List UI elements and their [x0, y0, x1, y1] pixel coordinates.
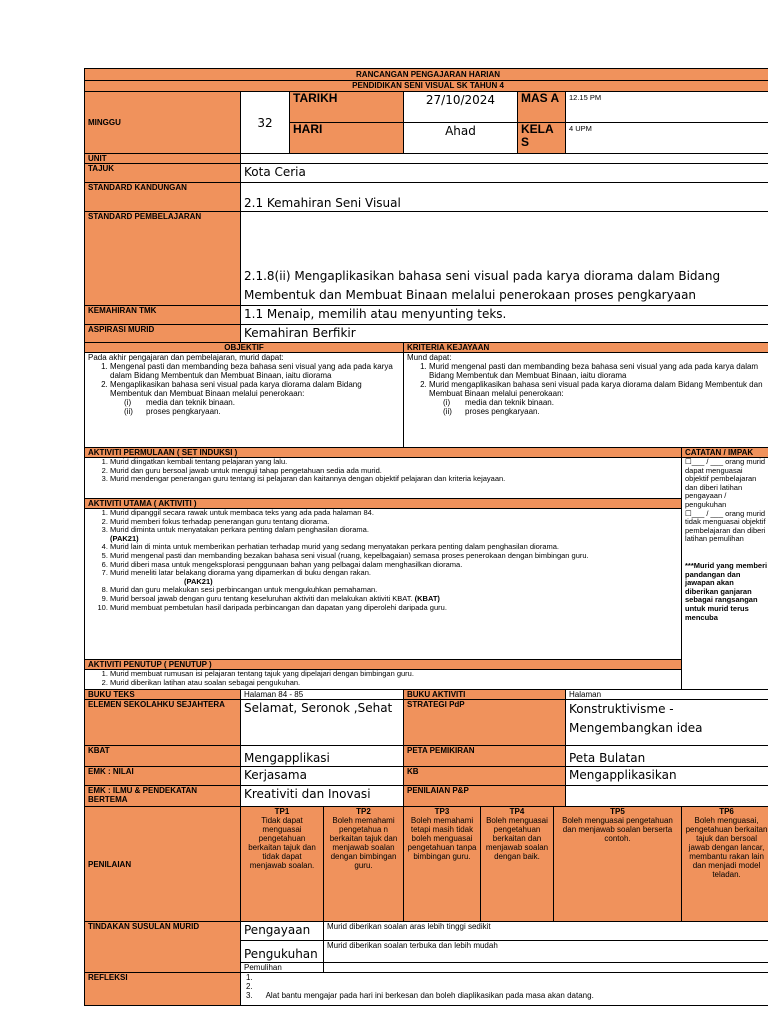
kriteria-sub-2: (ii) proses pengkaryaan.: [443, 407, 540, 416]
kriteria-intro: Mund dapat:: [407, 353, 452, 362]
minggu-value: 32: [241, 92, 290, 154]
tp1-cell: TP1 Tidak dapat menguasai pengetahuan berkaitan tajuk dan tidak dapat menjawab soalan.: [241, 807, 324, 922]
utama-content: [85, 509, 682, 660]
tmk-label: KEMAHIRAN TMK: [85, 306, 241, 325]
pengukuhan-label: Pengukuhan: [241, 941, 324, 963]
buku-aktiviti-value: Halaman: [566, 690, 768, 700]
refleksi-label: REFLEKSI: [85, 973, 241, 1006]
emk-ilmu-label: EMK : ILMU & PENDEKATAN BERTEMA: [85, 786, 241, 807]
hari-label: HARI: [290, 123, 404, 154]
permulaan-item: 1. Murid diingatkan kembali tentang pelajaran yang lalu.: [110, 458, 678, 467]
catatan-note: ***Murid yang memberi pandangan dan jawapan akan diberikan ganjaran sebagai rangsangan untuk murid terus mencuba: [685, 560, 768, 622]
penilaian-label: PENILAIAN: [85, 807, 241, 922]
catatan-content: [682, 458, 768, 690]
tarikh-label: TARIKH: [290, 92, 404, 123]
aspirasi-value: Kemahiran Berfikir: [241, 325, 768, 343]
utama-item: 10. Murid membuat pembetulan hasil daripada perbincangan dan dapatan yang diperolehi daripada guru.: [110, 604, 678, 613]
emk-ilmu-value: Kreativiti dan Inovasi: [241, 786, 404, 807]
refleksi-line: 1.: [246, 973, 253, 982]
buku-teks-label: BUKU TEKS: [85, 690, 241, 700]
plan-subtitle: PENDIDIKAN SENI VISUAL SK TAHUN 4: [85, 81, 768, 92]
refleksi-line: 3. Alat bantu mengajar pada hari ini berkesan dan boleh diaplikasikan pada masa akan datang.: [246, 991, 594, 1000]
minggu-label: MINGGU: [85, 92, 241, 154]
permulaan-item: 2. Murid dan guru bersoal jawab untuk menguji tahap pengetahuan sedia ada murid.: [110, 467, 678, 476]
tp5-cell: TP5 Boleh menguasai pengetahuan dan menjawab soalan berserta contoh.: [554, 807, 682, 922]
penutup-heading: AKTIVITI PENUTUP ( PENUTUP ): [85, 660, 682, 670]
masa-label: MAS A: [518, 92, 566, 123]
buku-teks-value: Halaman 84 - 85: [241, 690, 404, 700]
strategi-label: STRATEGI PdP: [404, 700, 566, 746]
kriteria-item-1: 1. Murid mengenal pasti dan membanding beza bahasa seni visual yang ada pada karya dalam Bidang Membentuk dan Membuat Binaan, iaitu diorama: [429, 362, 768, 380]
utama-item: 7. Murid meneliti latar belakang diorama yang dipamerkan di buku dengan rakan. (PAK21): [110, 569, 678, 586]
objektif-item-1: 1. Mengenal pasti dan membanding beza bahasa seni visual yang ada pada karya dalam Bidang Membentuk dan Membuat Binaan, iaitu diorama: [110, 362, 400, 380]
permulaan-item: 3. Murid mendengar penerangan guru tentang isi pelajaran dan kaitannya dengan objektif pelajaran dan kriteria kejayaan.: [110, 475, 678, 484]
tp4-cell: TP4 Boleh menguasai pengetahuan berkaitan dan menjawab soalan dengan baik.: [481, 807, 554, 922]
kriteria-heading: KRITERIA KEJAYAAN: [404, 343, 768, 353]
lesson-plan-table: [84, 68, 768, 1006]
tp6-cell: TP6 Boleh menguasai, pengetahuan berkaitan tajuk dan bersoal jawab dengan lancar, membantu rakan lain dan menjadi model teladan.: [682, 807, 768, 922]
catatan-line-2: ☐___ / ___ orang murid tidak menguasai objektif pembelajaran dan diberi latihan pemulihan: [685, 508, 766, 544]
penutup-content: [85, 670, 682, 690]
plan-title: RANCANGAN PENGAJARAN HARIAN: [85, 69, 768, 81]
utama-item: 5. Murid mengenal pasti dan membanding bezakan bahasa seni visual (ruang, kepelbagaian) semasa proses penerokaan dengan bimbingan guru.: [110, 552, 678, 561]
utama-item: 1. Murid dipanggil secara rawak untuk membaca teks yang ada pada halaman 84.: [110, 509, 678, 518]
masa-value: 12.15 PM: [566, 92, 768, 123]
utama-item: 9. Murid bersoal jawab dengan guru tentang keseluruhan aktiviti dan melakukan aktiviti KBAT. (KBAT): [110, 595, 678, 604]
penutup-item: 1. Murid membuat rumusan isi pelajaran tentang tajuk yang dipelajari dengan bimbingan guru.: [110, 670, 678, 679]
pak21-tag: (PAK21): [110, 533, 139, 543]
susulan-label: TINDAKAN SUSULAN MURID: [85, 922, 241, 973]
unit-value: [241, 154, 768, 164]
refleksi-content: [241, 973, 768, 1006]
utama-item: 4. Murid lain di minta untuk memberikan perhatian terhadap murid yang sedang menyatakan perkara penting dalam penghasilan diorama.: [110, 543, 678, 552]
pak21-tag: (PAK21): [184, 576, 213, 586]
pengayaan-label: Pengayaan: [241, 922, 324, 941]
kbat-label: KBAT: [85, 746, 241, 767]
catatan-line-1: ☐___ / ___ orang murid dapat menguasai objektif pembelajaran dan diberi latihan pengayaan / pengukuhan: [685, 457, 766, 509]
peta-value: Peta Bulatan: [566, 746, 768, 767]
objektif-intro: Pada akhir pengajaran dan pembelajaran, murid dapat:: [88, 353, 284, 362]
refleksi-line: 2.: [246, 982, 253, 991]
utama-item: 2. Murid memberi fokus terhadap penerangan guru tentang diorama.: [110, 518, 678, 527]
kriteria-content: [404, 353, 768, 448]
peta-label: PETA PEMIKIRAN: [404, 746, 566, 767]
pemulihan-value: [324, 963, 768, 973]
penilaian-pdp-label: PENILAIAN P&P: [404, 786, 566, 807]
sk-value: 2.1 Kemahiran Seni Visual: [241, 183, 768, 212]
kb-label: KB: [404, 767, 566, 786]
buku-aktiviti-label: BUKU AKTIVITI: [404, 690, 566, 700]
strategi-value: Konstruktivisme - Mengembangkan idea: [566, 700, 768, 746]
catatan-heading: CATATAN / IMPAK: [682, 448, 768, 458]
objektif-heading: OBJEKTIF: [85, 343, 404, 353]
permulaan-content: [85, 458, 682, 499]
tajuk-label: TAJUK: [85, 164, 241, 183]
penilaian-pdp-value: [566, 786, 768, 807]
aspirasi-label: ASPIRASI MURID: [85, 325, 241, 343]
tp3-cell: TP3 Boleh memahami tetapi masih tidak boleh menguasai pengetahuan tanpa bimbingan guru.: [404, 807, 481, 922]
tarikh-value: 27/10/2024: [404, 92, 518, 123]
kbat-value: Mengapplikasi: [241, 746, 404, 767]
tmk-value: 1.1 Menaip, memilih atau menyunting teks.: [241, 306, 768, 325]
pemulihan-label: Pemulihan: [241, 963, 324, 973]
sp-value: 2.1.8(ii) Mengaplikasikan bahasa seni visual pada karya diorama dalam Bidang Membentuk dan Membuat Binaan melalui penerokaan proses pengkaryaan: [241, 212, 768, 306]
sk-label: STANDARD KANDUNGAN: [85, 183, 241, 212]
objektif-sub-1: (i) media dan teknik binaan.: [124, 398, 235, 407]
sp-label: STANDARD PEMBELAJARAN: [85, 212, 241, 306]
unit-label: UNIT: [85, 154, 241, 164]
utama-heading: AKTIVITI UTAMA ( AKTIVITI ): [85, 499, 682, 509]
tp2-cell: TP2 Boleh memahami pengetahua n berkaitan tajuk dan menjawab soalan dengan bimbingan guru.: [324, 807, 404, 922]
lesson-plan-sheet: [84, 68, 768, 1006]
kbat-tag: (KBAT): [414, 593, 440, 603]
kelas-value: 4 UPM: [566, 123, 768, 154]
hari-value: Ahad: [404, 123, 518, 154]
permulaan-heading: AKTIVITI PERMULAAN ( SET INDUKSI ): [85, 448, 682, 458]
kb-value: Mengapplikasikan: [566, 767, 768, 786]
kelas-label: KELA S: [518, 123, 566, 154]
kriteria-item-2: 2. Murid mengaplikasikan bahasa seni visual pada karya diorama dalam Bidang Membentuk dan Membuat Binaan melalui penerokaan:: [429, 380, 768, 398]
utama-item: 3. Murid diminta untuk menyatakan perkara penting dalam penghasilan diorama. (PAK21): [110, 526, 678, 543]
pengukuhan-value: Murid diberikan soalan terbuka dan lebih mudah: [324, 941, 768, 963]
tajuk-value: Kota Ceria: [241, 164, 768, 183]
penutup-item: 2. Murid diberikan latihan atau soalan sebagai pengukuhan.: [110, 679, 678, 688]
objektif-item-2: 2. Mengaplikasikan bahasa seni visual pada karya diorama dalam Bidang Membentuk dan Membuat Binaan melalui penerokaan:: [110, 380, 400, 398]
objektif-content: [85, 353, 404, 448]
elemen-value: Selamat, Seronok ,Sehat: [241, 700, 404, 746]
utama-item: 8. Murid dan guru melakukan sesi perbincangan untuk mengukuhkan pemahaman.: [110, 586, 678, 595]
elemen-label: ELEMEN SEKOLAHKU SEJAHTERA: [85, 700, 241, 746]
emk-nilai-value: Kerjasama: [241, 767, 404, 786]
emk-nilai-label: EMK : NILAI: [85, 767, 241, 786]
kriteria-sub-1: (i) media dan teknik binaan.: [443, 398, 554, 407]
objektif-sub-2: (ii) proses pengkaryaan.: [124, 407, 221, 416]
pengayaan-value: Murid diberikan soalan aras lebih tinggi sedikit: [324, 922, 768, 941]
utama-item: 6. Murid diberi masa untuk mengeksplorasi penggunaan bahan yang pelbagai dalam menghasilkan diorama.: [110, 561, 678, 570]
